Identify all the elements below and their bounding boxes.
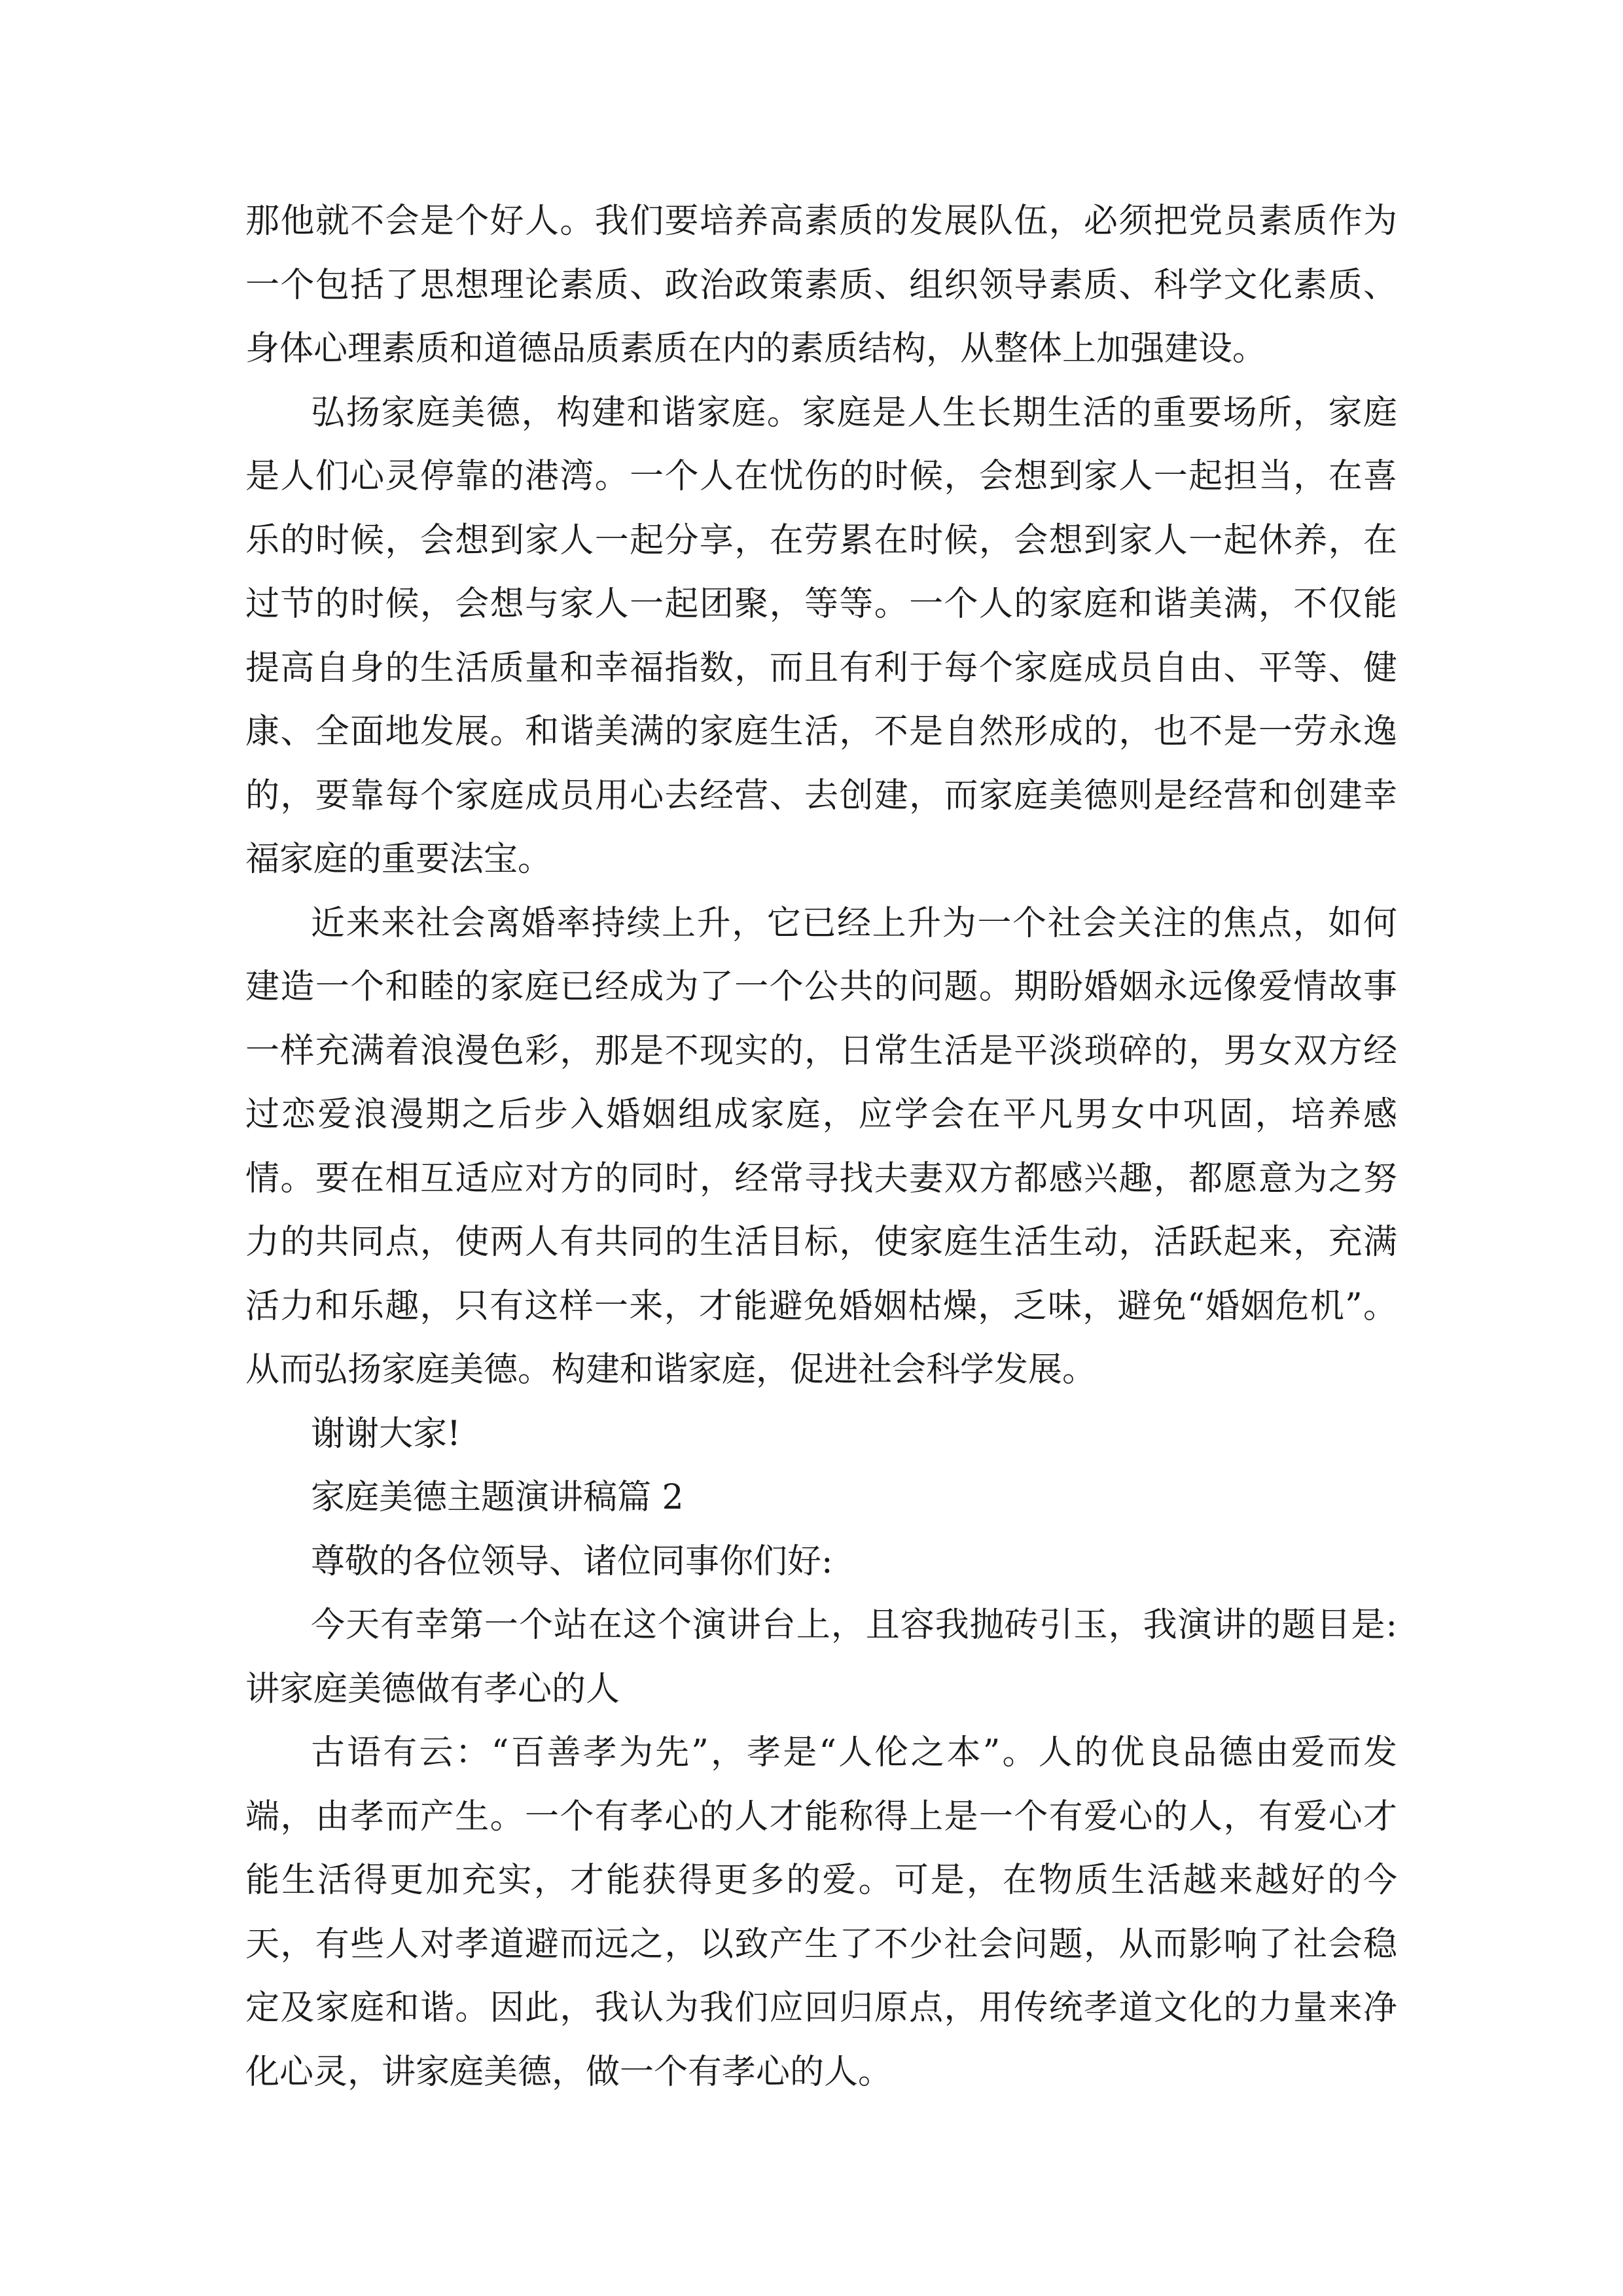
- paragraph-speech-topic: 今天有幸第一个站在这个演讲台上，且容我抛砖引玉，我演讲的题目是:讲家庭美德做有孝心的人: [245, 1605, 1397, 1709]
- paragraph-divorce-rate: 近来来社会离婚率持续上升，它已经上升为一个社会关注的焦点，如何建造一个和睦的家庭已经成为了一个公共的问题。期盼婚姻永远像爱情故事一样充满着浪漫色彩，那是不现实的，日常生活是平淡琐碎的，男女双方经过恋爱浪漫期之后步入婚姻组成家庭，应学会在平凡男女中巩固，培养感情。要在相互适应对方的同时，经常寻找夫妻双方都感兴趣，都愿意为之努力的共同点，使两人有共同的生活目标，使家庭生活生动，活跃起来，充满活力和乐趣，只有这样一来，才能避免婚姻枯燥，乏味，避免“婚姻危机”。从而弘扬家庭美德。构建和谐家庭，促进社会科学发展。: [245, 903, 1397, 1390]
- paragraph-thanks: 谢谢大家!: [311, 1414, 461, 1454]
- section-heading: 家庭美德主题演讲稿篇 2: [311, 1478, 684, 1517]
- body-text: [245, 190, 1397, 2104]
- paragraph-filial-piety: 古语有云：“百善孝为先”，孝是“人伦之本”。人的优良品德由爱而发端，由孝而产生。一个有孝心的人才能称得上是一个有爱心的人，有爱心才能生活得更加充实，才能获得更多的爱。可是，在物质生活越来越好的今天，有些人对孝道避而远之，以致产生了不少社会问题，从而影响了社会稳定及家庭和谐。因此，我认为我们应回归原点，用传统孝道文化的力量来净化心灵，讲家庭美德，做一个有孝心的人。: [245, 1733, 1397, 2092]
- paragraph-salutation: 尊敬的各位领导、诸位同事你们好:: [311, 1541, 833, 1581]
- paragraph-continuation: 那他就不会是个好人。我们要培养高素质的发展队伍，必须把党员素质作为一个包括了思想理论素质、政治政策素质、组织领导素质、科学文化素质、身体心理素质和道德品质素质在内的素质结构，从整体上加强建设。: [245, 202, 1397, 368]
- paragraph-family-virtue: 弘扬家庭美德，构建和谐家庭。家庭是人生长期生活的重要场所，家庭是人们心灵停靠的港湾。一个人在忧伤的时候，会想到家人一起担当，在喜乐的时候，会想到家人一起分享，在劳累在时候，会想到家人一起休养，在过节的时候，会想与家人一起团聚，等等。一个人的家庭和谐美满，不仅能提高自身的生活质量和幸福指数，而且有利于每个家庭成员自由、平等、健康、全面地发展。和谐美满的家庭生活，不是自然形成的，也不是一劳永逸的，要靠每个家庭成员用心去经营、去创建，而家庭美德则是经营和创建幸福家庭的重要法宝。: [245, 393, 1397, 879]
